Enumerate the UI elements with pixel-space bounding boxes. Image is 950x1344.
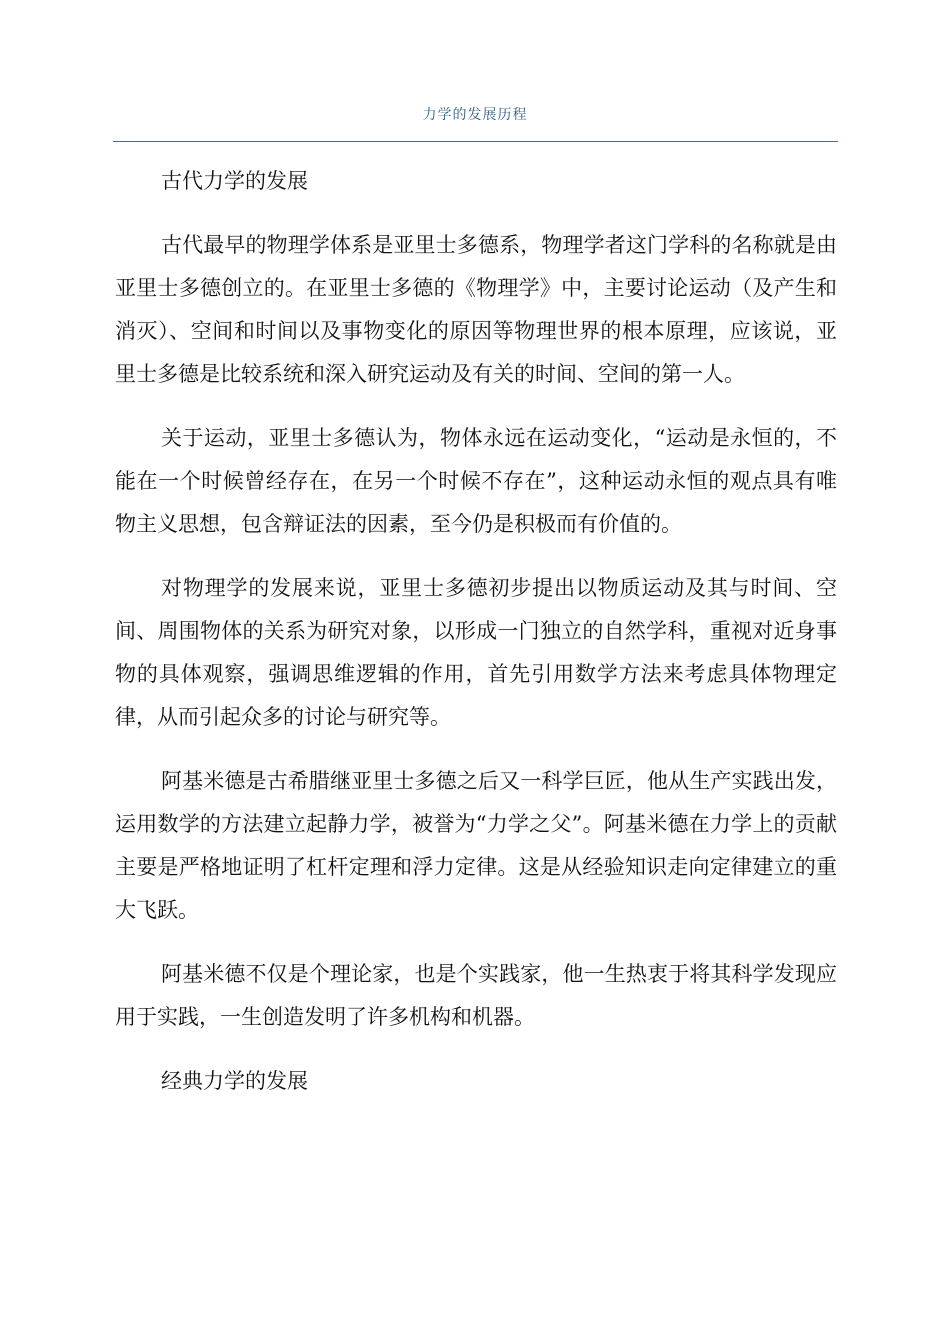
section-heading-ancient: 古代力学的发展 xyxy=(161,169,308,193)
paragraph: 阿基米德是古希腊继亚里士多德之后又一科学巨匠，他从生产实践出发，运用数学的方法建立起静力学，被誉为“力学之父”。阿基米德在力学上的贡献主要是严格地证明了杠杆定理和浮力定律。这是从经验知识走向定律建立的重大飞跃。 xyxy=(115,769,837,922)
running-header-title: 力学的发展历程 xyxy=(422,107,528,123)
header-divider xyxy=(113,141,838,142)
paragraph: 阿基米德不仅是个理论家，也是个实践家，他一生热衷于将其科学发现应用于实践，一生创造发明了许多机构和机器。 xyxy=(115,962,837,1029)
paragraph: 关于运动，亚里士多德认为，物体永远在运动变化，“运动是永恒的，不能在一个时候曾经存在，在另一个时候不存在”，这种运动永恒的观点具有唯物主义思想，包含辩证法的因素，至今仍是积极而有价值的。 xyxy=(115,426,837,536)
section-heading-classical: 经典力学的发展 xyxy=(161,1069,308,1093)
document-body xyxy=(115,160,837,1124)
paragraph: 对物理学的发展来说，亚里士多德初步提出以物质运动及其与时间、空间、周围物体的关系为研究对象，以形成一门独立的自然学科，重视对近身事物的具体观察，强调思维逻辑的作用，首先引用数学方法来考虑具体物理定律，从而引起众多的讨论与研究等。 xyxy=(115,576,837,729)
paragraph: 古代最早的物理学体系是亚里士多德系，物理学者这门学科的名称就是由亚里士多德创立的。在亚里士多德的《物理学》中，主要讨论运动（及产生和消灭）、空间和时间以及事物变化的原因等物理世界的根本原理，应该说，亚里士多德是比较系统和深入研究运动及有关的时间、空间的第一人。 xyxy=(115,233,837,386)
